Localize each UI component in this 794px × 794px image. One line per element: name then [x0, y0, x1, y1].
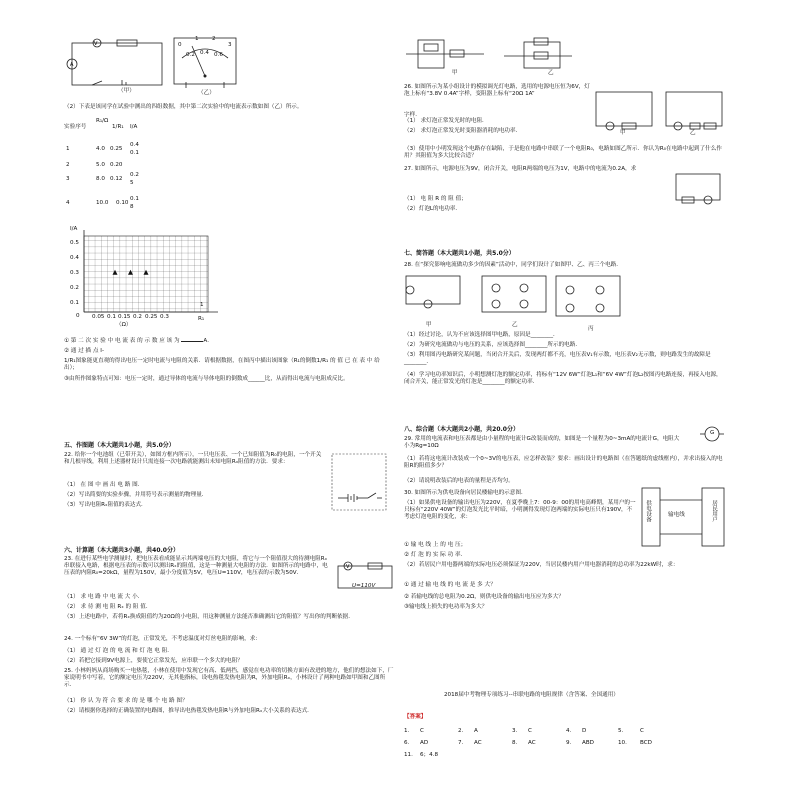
answer-cell: 2. — [458, 728, 464, 734]
table-extra-2: 5 — [130, 180, 134, 186]
answer-cell: ABD — [582, 740, 594, 746]
q-sub3: ③由所作图象特点可知：电压一定时，通过导体的电流与导体电阻的倒数成______比，从而得出电流与电阻成反比。 — [64, 376, 349, 382]
q26-tail: 字样． — [404, 112, 421, 118]
svg-text:V: V — [94, 41, 98, 47]
graph-x-3: 0.2 — [133, 314, 142, 320]
dial-small-1: 0.4 — [200, 50, 209, 56]
q-sub1: ① 第 二 次 实 验 中 电 流 表 的 示 数 应 该 为 A． — [64, 338, 213, 344]
table-row-4-c1: 10.0 — [96, 200, 109, 206]
q26-part1: （1） 求灯泡正常发光时的电阻． — [404, 118, 488, 124]
graph-xlabel-top: 1 — [200, 302, 204, 308]
q23-part1: （1） 求 电 路 中 电 流 大 小． — [64, 594, 144, 600]
q28-circuits — [404, 272, 624, 326]
q28-text: 28. 在“探究影响电流做功多少的因素”活动中，同学们设计了如图甲、乙、丙三个电路． — [404, 262, 622, 268]
table-row-2-c2: 0.20 — [110, 162, 123, 168]
q24-part2: （2）若把它接到9V电源上，要使它正常发光，应串联一个多大的电阻？ — [64, 658, 243, 664]
q23-text: 23. 在进行某些电学测量时，把电压表看成能显示其两端电压的大电阻，将它与一个阻值很大的待测电阻Rₓ串联接入电路，根据电压表的示数可以测出Rₓ的阻值，这是一种测量大电阻的方法．如图所示的电路中，电压表的内阻R₀=20kΩ，量程为150V，最小分度值为5V，电压U=110V，电压表的示数为50V． — [64, 556, 328, 576]
table-extra-3: 8 — [130, 204, 134, 210]
galvanometer-label: G — [710, 430, 715, 436]
q29-part1: （1）若将这电流计改装成一个0~3V的电压表，应怎样改装？要求：画出设计的电路图（在答题纸的虚线框内），并求出接入的电阻R的阻值多少？ — [404, 456, 723, 469]
table-header-2: 1/R₁ — [112, 124, 124, 130]
dial-label-1: 1 — [195, 36, 199, 42]
dial-label-3: 3 — [228, 42, 232, 48]
q30-sub5: ③输电线上损失的电功率为多大？ — [404, 604, 488, 610]
caption-yi: （乙） — [198, 90, 215, 96]
q28-fig-bing: 丙 — [588, 326, 594, 332]
svg-text:A: A — [70, 62, 74, 68]
graph-y-5: 0 — [76, 313, 80, 319]
table-row-2-c0: 2 — [66, 162, 70, 168]
top-right-label-yi: 乙 — [548, 70, 554, 76]
caption-jia: （甲） — [118, 88, 135, 94]
graph-y-1: 0.4 — [70, 255, 79, 261]
q26-part2: （2） 求灯泡正常发光时变阻器消耗的电功率． — [404, 128, 522, 134]
q25-part1: （1） 你 认 为 符 合 要 求 的 是 哪 个 电 路 图？ — [64, 698, 188, 704]
section-6-title: 六、计算题（本大题共3小题，共40.0分） — [64, 547, 179, 554]
graph-x-5: 0.3 — [160, 314, 169, 320]
q26-part3: （3）使用中小明发现这个电路存在缺陷，于是他在电路中串联了一个电阻R₀，电路如图乙所示．你认为R₀在电路中起到了什么作用？其阻值为多大比较合适？ — [404, 146, 722, 159]
answer-cell: 6；4.8 — [420, 752, 439, 758]
q27-part1: （1） 电 阻 R 的 阻 值； — [404, 196, 467, 202]
graph-xlabel-bot: R₁ — [198, 316, 205, 322]
table-row-3-c3: 0.2 — [130, 172, 139, 178]
table-row-3-c0: 3 — [66, 176, 70, 182]
q30-sub2: ② 灯 泡 的 实 际 功 率． — [404, 552, 467, 558]
table-extra-0: 0.1 — [130, 150, 139, 156]
answer-cell: BCD — [640, 740, 652, 746]
section-7-title: 七、简答题（本大题共1小题，共5.0分） — [404, 250, 515, 257]
table-row-2-c1: 5.0 — [96, 162, 105, 168]
graph-x-4: 0.25 — [145, 314, 158, 320]
q28-part1: （1）经过讨论，认为不应该选择图甲电路，原因是________． — [404, 332, 559, 338]
q28-part4: （4）学习电功率知识后，小明想测灯泡的额定功率，将标有“12V 6W”灯泡L₁和“6V 4W”灯泡L₂按图丙电路连接，再接入电源，闭合开关，能正常发光的灯泡是________的额定功率． — [404, 372, 722, 385]
graph-y-2: 0.3 — [70, 270, 79, 276]
svg-text:V: V — [346, 564, 350, 570]
answer-cell: 1. — [404, 728, 410, 734]
q-intro: （2）下表是该同学在试验中测出的四组数据，其中第二次实验中的电流表示数如图（乙）所示。 — [64, 104, 303, 110]
box-line: 输电线 — [668, 512, 685, 518]
circuit-jia — [62, 38, 172, 98]
table-row-4-c0: 4 — [66, 200, 70, 206]
table-header-1: R₁/Ω — [96, 118, 109, 124]
graph-x-1: 0.1 — [107, 314, 116, 320]
graph-unit: （Ω） — [116, 322, 132, 328]
q25-text: 25. 小林妈妈从商场购买一电热毯，小林在使用中发现它有高、低两挡，感觉在电功率的切换方面有改进的地方，他们的想法如下，厂家说明书中写着，它的额定电压为220V，无其他指标，设电热毯发热电阻为R，外加电阻Rₓ，小林设计了两种电路如甲图和乙图所示． — [64, 668, 394, 688]
q-sub2b: 1/R₁图象能更直观的得出电压一定时电流与电阻的关系．请根据数据，在图丙中描出该图象（R₁的倒数1/R₁ 的 值 已 在 表 中 给 出）； — [64, 358, 380, 371]
answer-cell: 5. — [618, 728, 624, 734]
q26-fig-jia: 甲 — [620, 130, 626, 136]
q22-part1: （1） 在 图 中 画 出 电 路 图． — [64, 482, 144, 488]
q23-part3: （3）上述电路中，若将Rₓ换成阻值约为20Ω的小电阻，用这种测量方法能否准确测出它的阻值？写出你的判断依据． — [64, 614, 354, 620]
answer-cell: C — [528, 728, 532, 734]
q-sub2: ② 通 过 描 点 I- — [64, 348, 104, 354]
table-row-4-c2: 0.10 — [116, 200, 129, 206]
table-row-4-c3: 0.1 — [130, 196, 139, 202]
q30-part2: （2）若居民户用电器两端的实际电压必须保证为220V，当居民楼内用户用电器消耗的总功率为22kW时，求： — [404, 562, 679, 568]
q23-part2: （2） 求 待 测 电 阻 Rₓ 的 阻 值． — [64, 604, 152, 610]
table-row-3-c2: 0.12 — [110, 176, 123, 182]
q27-part2: （2）灯泡L的电功率． — [404, 206, 462, 212]
q24-part1: （1） 通 过 灯 泡 的 电 流 和 灯 泡 电 阻． — [64, 648, 173, 654]
table-row-1-c2: 0.25 — [110, 146, 123, 152]
answer-cell: AC — [474, 740, 482, 746]
q23-u-label: U=110V — [352, 583, 376, 589]
q28-fig-jia: 甲 — [426, 322, 432, 328]
q22-text: 22. 给你一个电池组（已带开关），如图方框内所示），一只电压表、一个已知阻值为R₀的电阻，一个开关和几根导线，利用上述器材设计只需连接一次电路就能测出未知电阻Rₓ阻值的方法．要求： — [64, 452, 322, 465]
q30-part1: （1）如果供电设备的输出电压为220V，在夏季晚上7：00-9：00的用电高峰期，某用户的一只标有“220V 40W”的灯泡发光比平时暗，小明测得发现灯泡两端的实际电压只有190V，不考虑灯泡电阻的变化，求： — [404, 500, 636, 520]
graph-x-0: 0.05 — [92, 314, 105, 320]
answer-cell: 3. — [512, 728, 518, 734]
q29-part2: （2）请说明改装后的电表的量程是否均匀。 — [404, 478, 514, 484]
answer-cell: 6. — [404, 740, 410, 746]
q28-fig-yi: 乙 — [512, 322, 518, 328]
q22-battery-box — [330, 452, 388, 514]
q30-sub1: ① 输 电 线 上 的 电 压； — [404, 542, 467, 548]
table-row-3-c1: 8.0 — [96, 176, 105, 182]
q29-text: 29. 常用的电流表和电压表都是由小量程的电流计G改装而成的，如图是一个量程为0~3mA的电流计G，电阻大小为Rg=10Ω — [404, 436, 680, 449]
box-house: 居民用户 — [711, 500, 717, 523]
q28-part3: （3）利用图丙电路研究某问题，当闭合开关后，发现两灯都不亮，电压表V₁有示数，电压表V₂无示数，则电路发生的故障是________． — [404, 352, 711, 365]
answer-heading: 【答案】 — [404, 714, 427, 720]
q30-sub3: ① 通 过 输 电 线 的 电 流 是 多 大？ — [404, 582, 496, 588]
q26-fig-yi: 乙 — [690, 130, 696, 136]
top-right-label-jia: 甲 — [452, 70, 458, 76]
answer-cell: AC — [528, 740, 536, 746]
q25-part2: （2）请根据你选择的正确装置的电路图，推导出电热毯发热电阻R与外加电阻Rₓ大小关系的表达式． — [64, 708, 313, 714]
dial-label-2: 2 — [212, 36, 216, 42]
section-5-title: 五、作图题（本大题共1小题，共5.0分） — [64, 442, 175, 449]
q22-part3: （3）写出电阻Rₓ阻值的表达式． — [64, 502, 147, 508]
graph-y-4: 0.1 — [70, 300, 79, 306]
answer-cell: AD — [420, 740, 429, 746]
graph-ylabel: I/A — [70, 226, 78, 232]
answer-cell: C — [420, 728, 424, 734]
answer-cell: C — [640, 728, 644, 734]
q24-text: 24. 一个标有“6V 3W”的灯泡，正常发光，不考虑温度对灯丝电阻的影响，求： — [64, 636, 261, 642]
i-vs-inverse-r-graph — [70, 228, 220, 328]
table-header-0: 实验序号 — [64, 124, 87, 130]
graph-x-2: 0.15 — [118, 314, 131, 320]
doc-title: 2018届中考物理专项练习--串联电路的电阻规律（含答案、全国通用） — [444, 692, 619, 698]
q27-text: 27. 如图所示，电源电压为9V，闭合开关，电阻R两端的电压为1V，电路中的电流为0.2A，求 — [404, 166, 637, 172]
section-8-title: 八、综合题（本大题共2小题，共20.0分） — [404, 426, 519, 433]
answer-cell: 4. — [566, 728, 572, 734]
table-header-3: I/A — [130, 124, 138, 130]
q22-part2: （2）写出简要的实验步骤，并用符号表示测量的物理量． — [64, 492, 208, 498]
answer-cell: 8. — [512, 740, 518, 746]
q27-circuit — [672, 170, 724, 204]
answer-cell: 9. — [566, 740, 572, 746]
graph-y-0: 0.5 — [70, 240, 79, 246]
dial-label-0: 0 — [178, 42, 182, 48]
answer-cell: 10. — [618, 740, 627, 746]
answer-cell: D — [582, 728, 587, 734]
q26-circuits — [592, 88, 726, 138]
graph-y-3: 0.2 — [70, 285, 79, 291]
table-row-1-c1: 4.0 — [96, 146, 105, 152]
box-supply: 供电设备 — [645, 500, 651, 523]
answer-cell: A — [474, 728, 478, 734]
dial-small-0: 0.2 — [186, 52, 195, 58]
q28-part2: （2）为研究电流做功与电压的关系，应该选择图________所示的电路． — [404, 342, 581, 348]
q30-sub4: ② 若输电线的总电阻为0.2Ω，则供电设备的输出电压应为多大？ — [404, 594, 564, 600]
table-row-1-c3: 0.4 — [130, 142, 139, 148]
q26-text: 26. 如图所示为某小组设计的模拟调光灯电路，选用的电源电压恒为6V，灯泡上标有“3.8V 0.4A”字样，变阻器上标有“20Ω 1A” — [404, 84, 590, 97]
q30-text: 30. 如图所示为供电设备向居民楼输电的示意图． — [404, 490, 527, 496]
answer-cell: 7. — [458, 740, 464, 746]
dial-small-2: 0.6 — [214, 52, 223, 58]
answer-cell: 11. — [404, 752, 413, 758]
table-row-1-c0: 1 — [66, 146, 70, 152]
